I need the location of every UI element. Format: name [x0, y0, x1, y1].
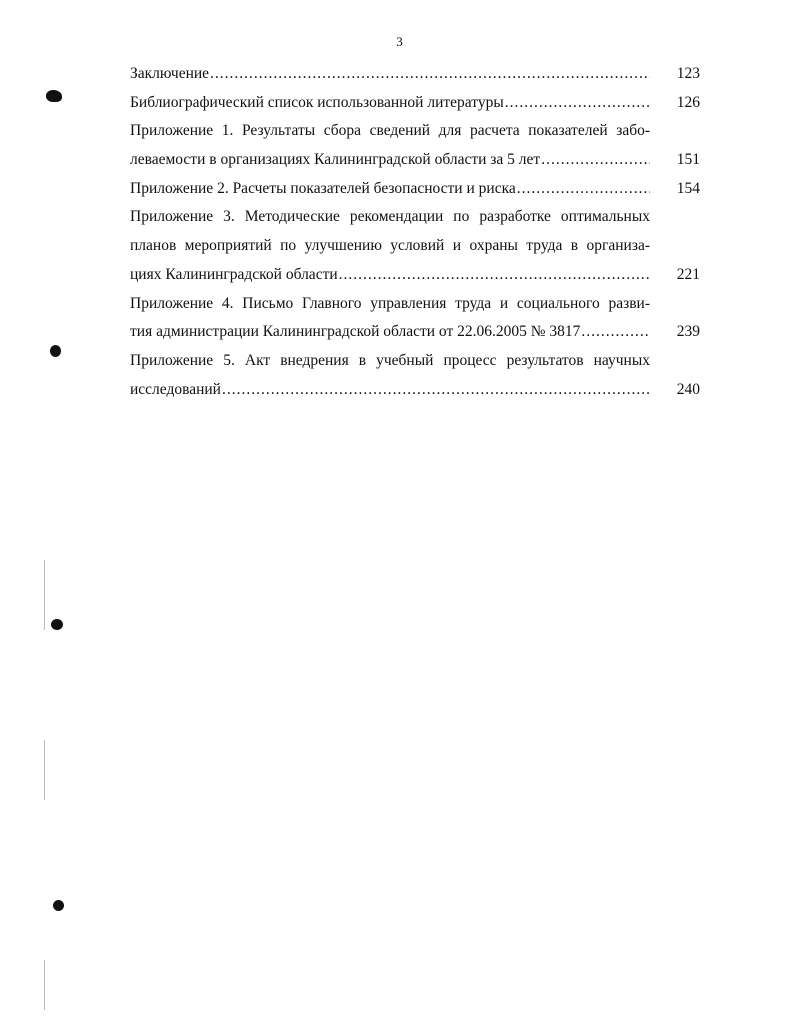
toc-entry-appendix-1 [130, 117, 700, 174]
toc-entry-page: 154 [676, 179, 700, 197]
toc-entry-page: 151 [676, 151, 700, 169]
toc-entry-page: 240 [676, 380, 700, 398]
toc-entry-title-line: Приложение 5. Акт внедрения в учебный процесс результатов научных [130, 351, 650, 369]
page-number: 3 [396, 34, 403, 49]
punch-hole-mark [53, 900, 64, 911]
toc-entry-title: Заключение [130, 64, 210, 82]
dot-leader [222, 376, 650, 405]
scan-edge-mark [44, 960, 45, 1010]
toc-entry-title: тия администрации Калининградской области от 22.06.2005 № 3817 [130, 323, 581, 341]
toc-entry-title-line: Приложение 1. Результаты сбора сведений для расчета показателей забо- [130, 122, 650, 140]
toc-entry-title: леваемости в организациях Калининградской области за 5 лет [130, 151, 541, 169]
toc-entry-page: 221 [676, 265, 700, 283]
dot-leader [339, 261, 650, 290]
punch-hole-mark [50, 345, 61, 357]
toc-entry-conclusion [130, 60, 700, 89]
scan-edge-mark [44, 740, 45, 800]
dot-leader [517, 175, 650, 204]
toc-entry-appendix-5 [130, 347, 700, 404]
toc-entry-bibliography [130, 89, 700, 118]
dot-leader [505, 89, 650, 118]
toc-entry-title: исследований [130, 380, 221, 398]
toc-entry-page: 239 [676, 323, 700, 341]
dot-leader [581, 318, 650, 347]
toc-entry-title: Приложение 2. Расчеты показателей безопасности и риска [130, 179, 516, 197]
toc-entry-title-line: планов мероприятий по улучшению условий и охраны труда в организа- [130, 237, 650, 255]
toc-entry-page: 123 [676, 64, 700, 82]
toc-entry-title: Библиографический список использованной литературы [130, 93, 504, 111]
toc-entry-title-line: Приложение 3. Методические рекомендации по разработке оптимальных [130, 208, 650, 226]
dot-leader [541, 146, 650, 175]
toc-entry-title: циях Калининградской области [130, 265, 338, 283]
scan-edge-mark [44, 560, 45, 630]
punch-hole-mark [51, 619, 63, 630]
toc-entry-title-line: Приложение 4. Письмо Главного управления труда и социального разви- [130, 294, 650, 312]
punch-hole-mark [46, 90, 62, 102]
toc-entry-page: 126 [676, 93, 700, 111]
toc-entry-appendix-3 [130, 203, 700, 289]
toc-entry-appendix-2 [130, 175, 700, 204]
dot-leader [210, 60, 650, 89]
table-of-contents [130, 60, 700, 404]
toc-entry-appendix-4 [130, 290, 700, 347]
